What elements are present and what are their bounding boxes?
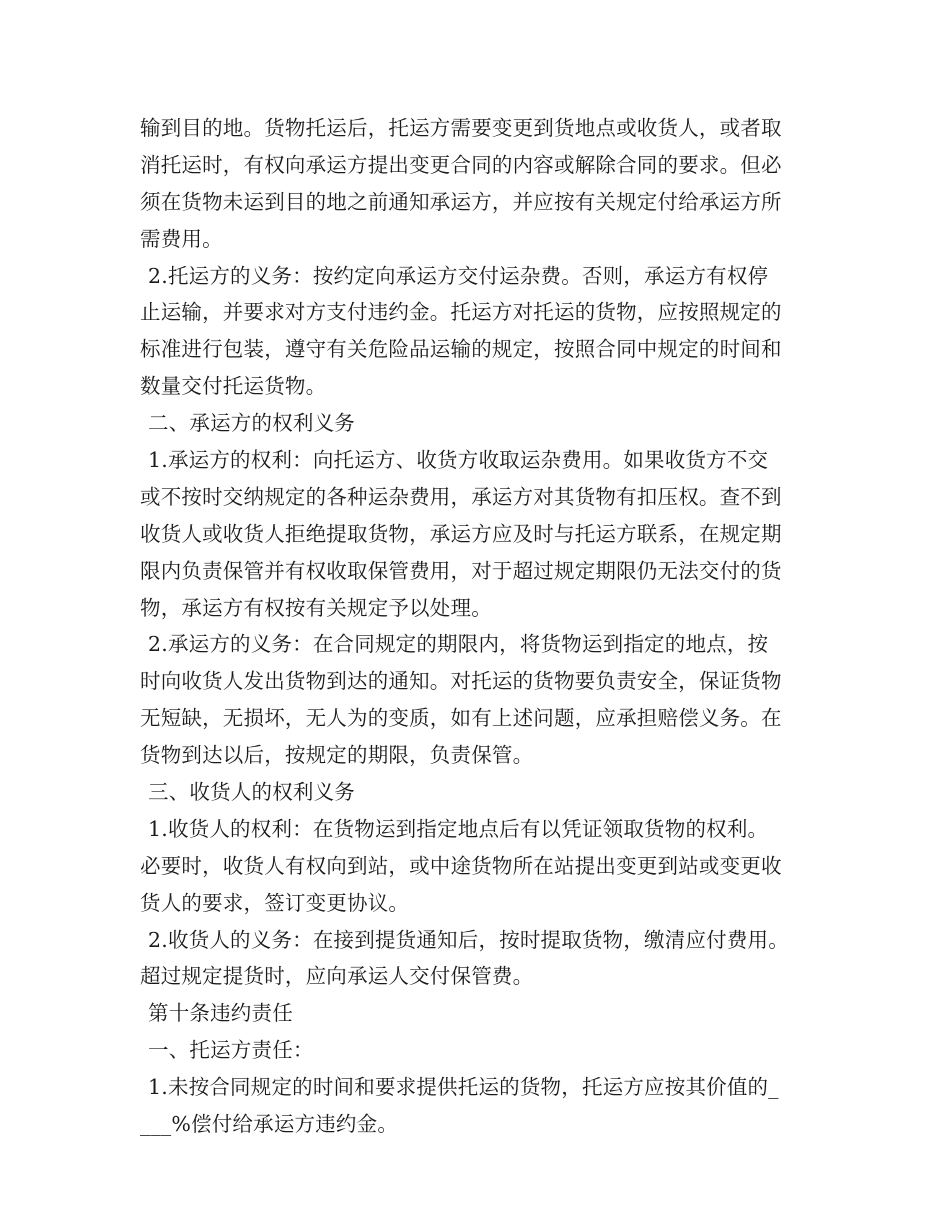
text-line: 须在货物未运到目的地之前通知承运方，并应按有关规定付给承运方所 [140, 189, 782, 214]
article-heading: 第十条违约责任 [148, 1001, 293, 1026]
text-line: 2.托运方的义务：按约定向承运方交付运杂费。否则，承运方有权停 [148, 263, 769, 288]
text-line: 1.承运方的权利：向托运方、收货方收取运杂费用。如果收货方不交 [148, 448, 769, 473]
text-line: 时向收货人发出货物到达的通知。对托运的货物要负责安全，保证货物 [140, 669, 782, 694]
text-line: 输到目的地。货物托运后，托运方需要变更到货地点或收货人，或者取 [140, 116, 782, 140]
text-line: 标准进行包装，遵守有关危险品运输的规定，按照合同中规定的时间和 [140, 337, 782, 362]
text-line: 无短缺，无损坏，无人为的变质，如有上述问题，应承担赔偿义务。在 [140, 706, 782, 731]
text-line: 1.未按合同规定的时间和要求提供托运的货物，托运方应按其价值的_ [148, 1075, 779, 1100]
text-line: 止运输，并要求对方支付违约金。托运方对托运的货物，应按照规定的 [140, 300, 782, 325]
text-line: 限内负责保管并有权收取保管费用，对于超过规定期限仍无法交付的货 [140, 558, 782, 583]
text-line: 数量交付托运货物。 [140, 374, 327, 399]
section-heading: 二、承运方的权利义务 [148, 411, 355, 436]
text-line: 物，承运方有权按有关规定予以处理。 [140, 595, 492, 620]
text-line: 超过规定提货时，应向承运人交付保管费。 [140, 964, 534, 989]
text-line: 必要时，收货人有权向到站，或中途货物所在站提出变更到站或变更收 [140, 853, 782, 878]
text-line: 2.承运方的义务：在合同规定的期限内，将货物运到指定的地点，按 [148, 632, 769, 657]
text-line: 2.收货人的义务：在接到提货通知后，按时提取货物，缴清应付费用。 [148, 927, 789, 952]
section-heading: 三、收货人的权利义务 [148, 780, 355, 805]
text-line: ___%偿付给承运方违约金。 [140, 1112, 399, 1137]
text-line: 或不按时交纳规定的各种运杂费用，承运方对其货物有扣压权。查不到 [140, 484, 782, 509]
text-line: 消托运时，有权向承运方提出变更合同的内容或解除合同的要求。但必 [140, 152, 782, 177]
text-line: 收货人或收货人拒绝提取货物，承运方应及时与托运方联系，在规定期 [140, 521, 782, 546]
section-heading: 一、托运方责任： [148, 1038, 314, 1063]
text-line: 货人的要求，签订变更协议。 [140, 890, 410, 915]
document-body [140, 110, 840, 1143]
text-line: 1.收货人的权利：在货物运到指定地点后有以凭证领取货物的权利。 [148, 816, 769, 841]
text-line: 货物到达以后，按规定的期限，负责保管。 [140, 743, 534, 768]
text-line: 需费用。 [140, 226, 223, 251]
